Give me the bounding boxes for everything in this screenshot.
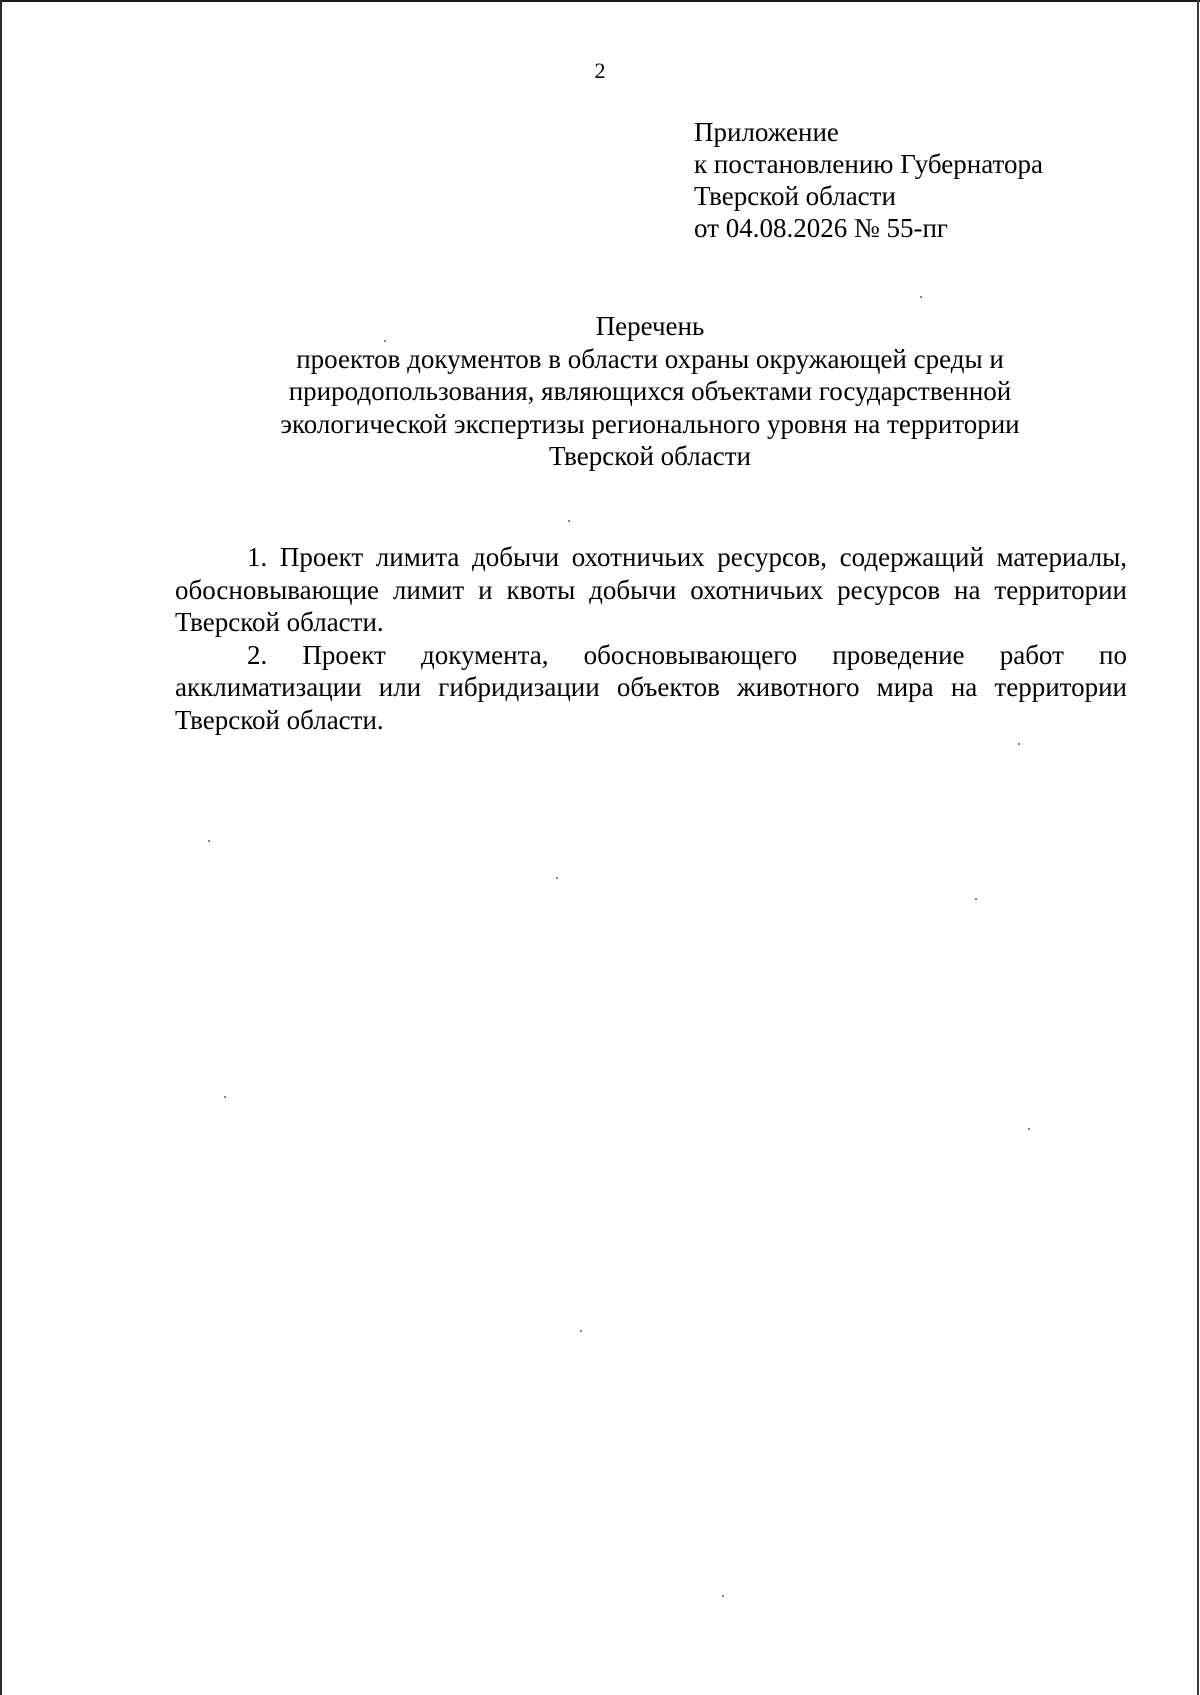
scan-edge-right: [1197, 0, 1199, 1695]
appendix-line: Тверской области: [694, 181, 896, 211]
items-list: [175, 541, 1127, 736]
appendix-line: Приложение: [694, 117, 839, 147]
scan-edge-left: [0, 0, 2, 1695]
title-line: экологической экспертизы регионального уровня на территории: [280, 408, 1020, 439]
appendix-date-line: от 04.08.2026 № 55-пг: [694, 213, 948, 243]
page-number: 2: [594, 58, 606, 83]
list-item: 2. Проект документа, обосновывающего проведение работ по акклиматизации или гибридизации объектов животного мира на территории Тверской области.: [175, 639, 1127, 735]
title-line: проектов документов в области охраны окружающей среды и: [296, 343, 1004, 374]
document-title: [175, 310, 1125, 473]
title-line: природопользования, являющихся объектами государственной: [288, 376, 1012, 406]
title-line: Тверской области: [549, 441, 751, 471]
appendix-block: [694, 116, 1043, 244]
list-item: 1. Проект лимита добычи охотничьих ресурсов, содержащий материалы, обосновывающие лимит и квоты добычи охотничьих ресурсов на территории Тверской области.: [175, 542, 1127, 637]
scan-edge-top: [0, 0, 1200, 2]
title-heading: Перечень: [595, 311, 705, 341]
appendix-line: к постановлению Губернатора: [694, 149, 1043, 179]
